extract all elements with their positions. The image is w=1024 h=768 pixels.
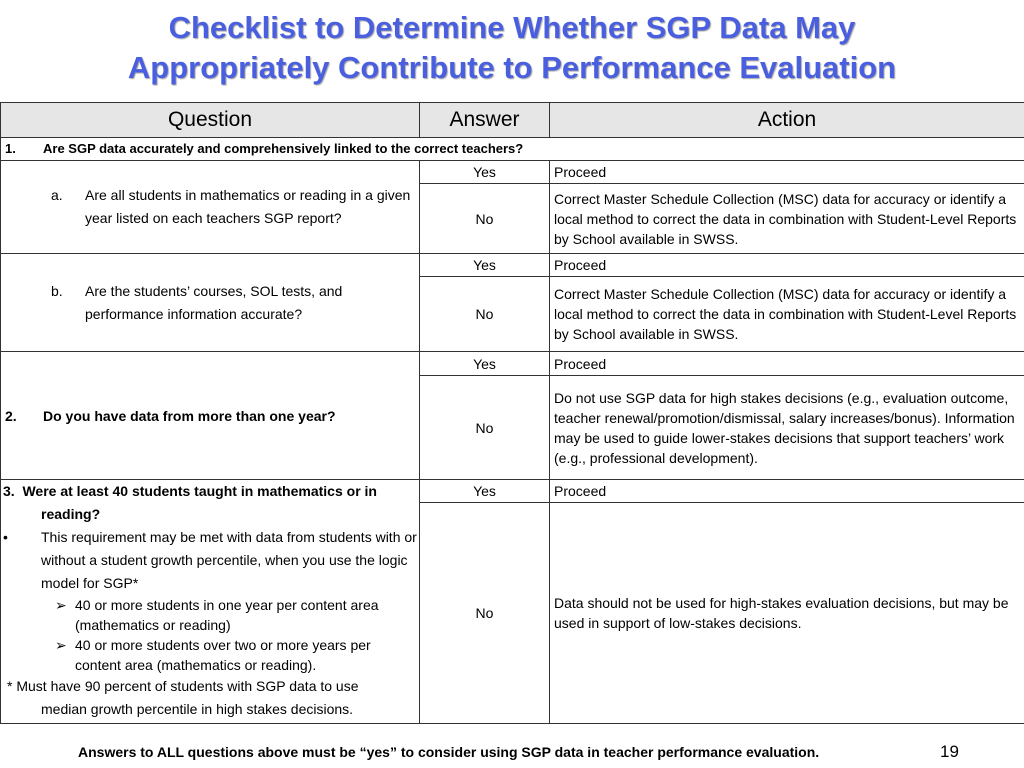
q1a-no-action: Correct Master Schedule Collection (MSC) data for accuracy or identify a local method to correct the data in combination with Student-Level Reports by School available in SWSS.	[550, 184, 1024, 254]
q3-text-line-2: reading?	[41, 506, 101, 522]
q1a-yes-row	[1, 161, 1024, 184]
q1-number: 1.	[5, 141, 16, 156]
arrow-bullet-icon: ➢	[55, 637, 67, 653]
q3-sub-1-text: 40 or more students in one year per content area (mathematics or reading)	[75, 597, 379, 633]
q1a-question-cell	[1, 161, 420, 254]
q3-number: 3.	[3, 483, 15, 499]
q1-text: Are SGP data accurately and comprehensively linked to the correct teachers?	[43, 141, 524, 156]
header-answer: Answer	[420, 103, 550, 138]
q3-sub-1	[3, 595, 417, 635]
q1a-yes-action: Proceed	[550, 161, 1024, 184]
bullet-icon: •	[3, 529, 8, 545]
q3-text-line-1: Were at least 40 students taught in mathematics or in	[22, 483, 377, 499]
q1b-text: Are the students’ courses, SOL tests, and performance information accurate?	[85, 282, 343, 322]
q3-note-line-1: * Must have 90 percent of students with SGP data to use	[7, 678, 359, 694]
q3-heading	[3, 480, 417, 503]
q3-no: No	[420, 503, 550, 724]
q3-no-action: Data should not be used for high-stakes evaluation decisions, but may be used in support of low-stakes decisions.	[550, 503, 1024, 724]
q1-cell	[1, 138, 1024, 161]
q1b-yes-action: Proceed	[550, 254, 1024, 277]
q1b-yes-row	[1, 254, 1024, 277]
q1b-no: No	[420, 277, 550, 352]
q1a-text: Are all students in mathematics or reading in a given year listed on each teachers SGP report?	[85, 187, 411, 226]
q3-yes: Yes	[420, 480, 550, 503]
q1a-letter: a.	[51, 187, 63, 203]
q2-no: No	[420, 376, 550, 480]
q2-no-action: Do not use SGP data for high stakes decisions (e.g., evaluation outcome, teacher renewal/promotion/dismissal, salary increases/bonus). Information may be used to guide lower-stakes decisions that support teachers’ work (e.g., professional development).	[550, 376, 1024, 480]
slide-title	[0, 8, 1024, 88]
checklist-table	[0, 102, 1024, 724]
q2-yes: Yes	[420, 352, 550, 376]
slide-title-line-2: Appropriately Contribute to Performance Evaluation	[127, 50, 897, 85]
q2-yes-row	[1, 352, 1024, 376]
q2-number: 2.	[5, 407, 17, 424]
page-number: 19	[940, 742, 959, 761]
q3-bullet	[3, 526, 417, 595]
q3-bullet-text: This requirement may be met with data from students with or without a student growth percentile, when you use the logic model for SGP*	[41, 529, 417, 591]
q3-yes-row	[1, 480, 1024, 503]
header-action: Action	[550, 103, 1024, 138]
q2-question-cell	[1, 352, 420, 480]
q1b-yes: Yes	[420, 254, 550, 277]
q2-text: Do you have data from more than one year?	[43, 407, 336, 424]
q1b-question-cell	[1, 254, 420, 352]
q3-question-cell	[1, 480, 420, 724]
slide-title-line-1: Checklist to Determine Whether SGP Data May	[168, 10, 856, 45]
q1b-no-action: Correct Master Schedule Collection (MSC) data for accuracy or identify a local method to correct the data in combination with Student-Level Reports by School available in SWSS.	[550, 277, 1024, 352]
header-row	[1, 103, 1024, 138]
q1b-letter: b.	[51, 282, 63, 299]
q3-sub-2-text: 40 or more students over two or more years per content area (mathematics or reading).	[75, 637, 371, 673]
arrow-bullet-icon: ➢	[55, 597, 67, 613]
q3-note-line-2: median growth percentile in high stakes decisions.	[41, 701, 354, 717]
q1-row	[1, 138, 1024, 161]
q1a-yes: Yes	[420, 161, 550, 184]
q1a-no: No	[420, 184, 550, 254]
footer-note: Answers to ALL questions above must be “yes” to consider using SGP data in teacher performance evaluation.	[78, 744, 820, 760]
q3-sub-2	[3, 635, 417, 675]
q3-yes-action: Proceed	[550, 480, 1024, 503]
header-question: Question	[1, 103, 420, 138]
q2-yes-action: Proceed	[550, 352, 1024, 376]
